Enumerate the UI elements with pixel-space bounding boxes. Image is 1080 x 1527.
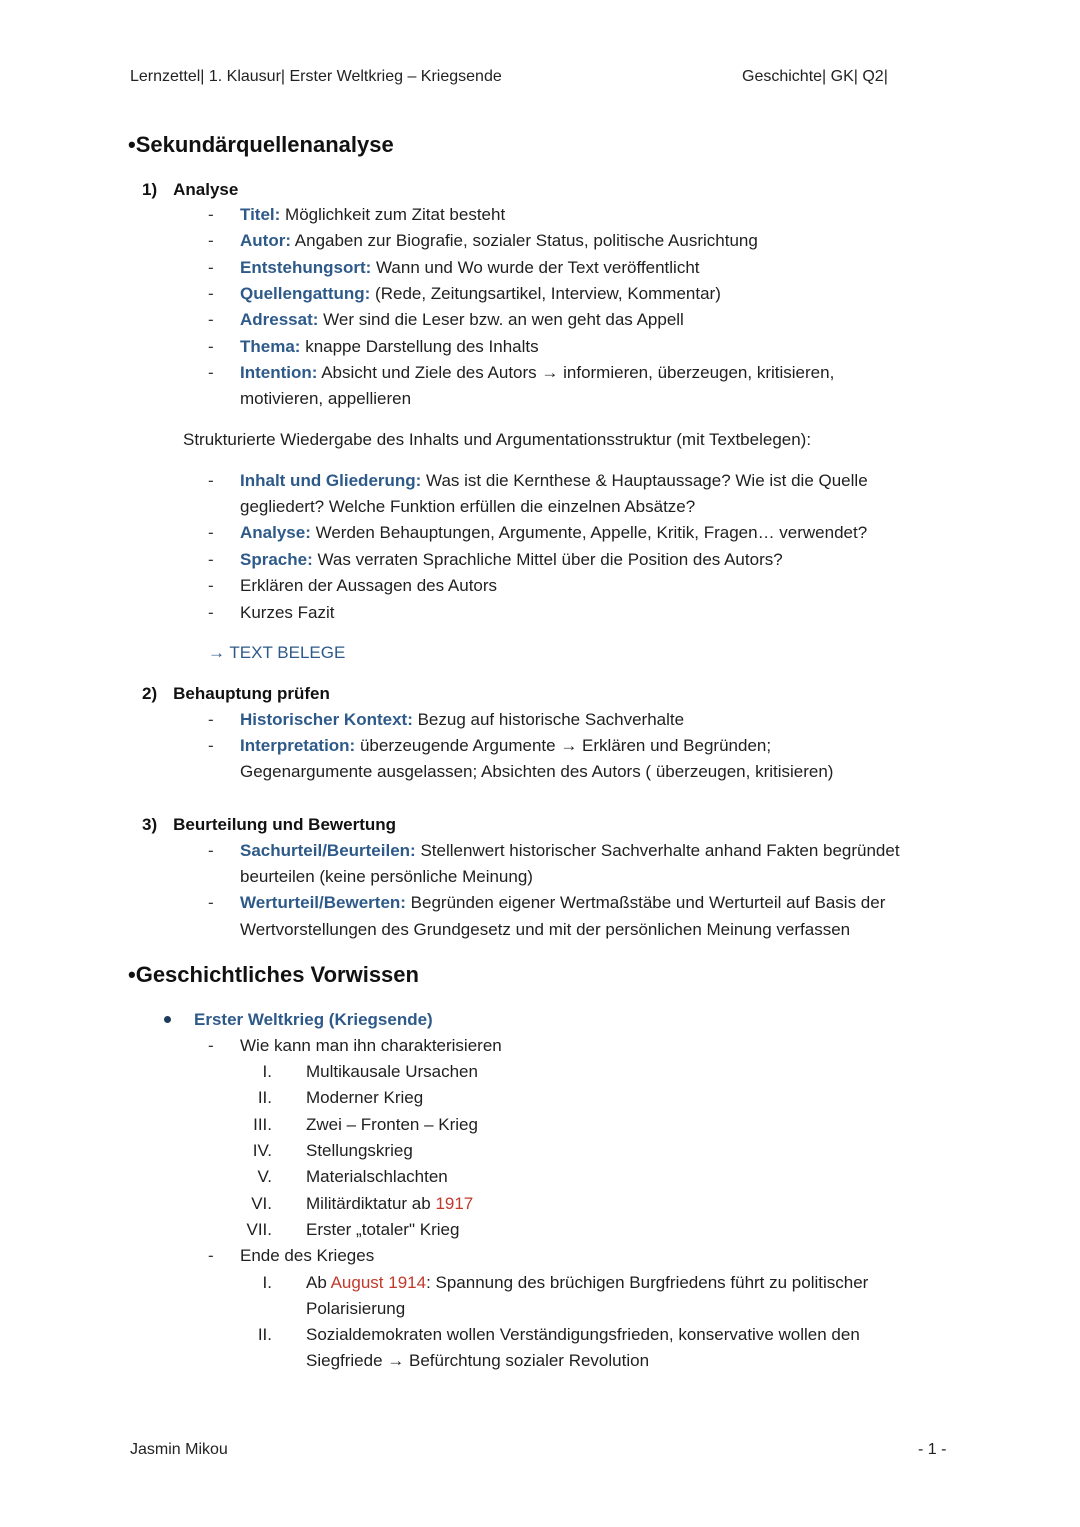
list-item-continuation: beurteilen (keine persönliche Meinung) [240, 867, 533, 886]
list-item: - [208, 841, 214, 860]
list-item-text: Ab August 1914: Spannung des brüchigen Burgfriedens führt zu politischer [306, 1273, 869, 1292]
list-item: - [208, 550, 214, 569]
list-item-text: Sprache: Was verraten Sprachliche Mittel über die Position des Autors? [240, 550, 783, 569]
list-item-text: Analyse: Werden Behauptungen, Argumente, Appelle, Kritik, Fragen… verwendet? [240, 523, 868, 542]
list-item-continuation: gegliedert? Welche Funktion erfüllen die einzelnen Absätze? [240, 497, 696, 516]
list-item-text: Sachurteil/Beurteilen: Stellenwert historischer Sachverhalte anhand Fakten begründet [240, 841, 900, 860]
list-item: - [208, 231, 214, 250]
list-item-text: Inhalt und Gliederung: Was ist die Kernthese & Hauptaussage? Wie ist die Quelle [240, 471, 868, 490]
subheading-text: Behauptung prüfen [173, 684, 330, 703]
list-item: - [208, 284, 214, 303]
list-item: - [208, 710, 214, 729]
list-item-text: Werturteil/Bewerten: Begründen eigener Wertmaßstäbe und Werturteil auf Basis der [240, 893, 886, 912]
bullet-dot-icon [164, 1016, 171, 1023]
list-item-text: Kurzes Fazit [240, 603, 335, 622]
section-title-sekundaerquellenanalyse [128, 132, 394, 158]
list-item-text: Historischer Kontext: Bezug auf historische Sachverhalte [240, 710, 685, 729]
list-item: - [208, 337, 214, 356]
list-item: - [208, 363, 214, 382]
roman-numeral: II. [257, 1325, 272, 1344]
list-item-continuation: Gegenargumente ausgelassen; Absichten des Autors ( überzeugen, kritisieren) [240, 762, 834, 781]
topic-heading: Erster Weltkrieg (Kriegsende) [194, 1010, 433, 1029]
list-item-text: Materialschlachten [306, 1167, 448, 1186]
structured-intro: Strukturierte Wiedergabe des Inhalts und Argumentationsstruktur (mit Textbelegen): [183, 430, 812, 449]
list-item-continuation: Polarisierung [306, 1299, 406, 1318]
footer-author: Jasmin Mikou [130, 1441, 228, 1458]
list-item: - [208, 736, 214, 755]
header-left: Lernzettel| 1. Klausur| Erster Weltkrieg – Kriegsende [130, 68, 502, 85]
subheading-number: 2) [142, 684, 158, 703]
characterize-title: Wie kann man ihn charakterisieren [240, 1036, 502, 1055]
section-title-text: Sekundärquellenanalyse [135, 132, 394, 157]
list-item-text: Thema: knappe Darstellung des Inhalts [240, 337, 539, 356]
list-item-text: Erklären der Aussagen des Autors [240, 576, 498, 595]
subheading-behauptung [142, 684, 330, 704]
header-right: Geschichte| GK| Q2| [742, 68, 888, 85]
list-item: - [208, 523, 214, 542]
list-item-text: Intention: Absicht und Ziele des Autors → informieren, überzeugen, kritisieren, [240, 363, 835, 382]
list-item-text: Entstehungsort: Wann und Wo wurde der Text veröffentlicht [240, 258, 700, 277]
list-item-text: Quellengattung: (Rede, Zeitungsartikel, Interview, Kommentar) [240, 284, 721, 303]
list-item-text: Autor: Angaben zur Biografie, sozialer Status, politische Ausrichtung [240, 231, 758, 250]
roman-numeral: VI. [251, 1194, 272, 1213]
list-item-text: Moderner Krieg [306, 1088, 424, 1107]
footer-page-number: - 1 - [918, 1441, 947, 1458]
roman-numeral: III. [253, 1115, 272, 1134]
roman-numeral: V. [257, 1167, 272, 1186]
list-item-text: Interpretation: überzeugende Argumente → Erklären und Begründen; [240, 736, 772, 755]
text-belege-note: → TEXT BELEGE [208, 643, 346, 662]
section-title-vorwissen [128, 962, 419, 988]
subheading-number: 1) [142, 180, 158, 199]
list-item: - [208, 893, 214, 912]
subheading-number: 3) [142, 815, 158, 834]
list-item: - [208, 205, 214, 224]
list-item: - [208, 310, 214, 329]
list-item-text: Zwei – Fronten – Krieg [306, 1115, 478, 1134]
list-item-continuation: Wertvorstellungen des Grundgesetz und mit der persönlichen Meinung verfassen [240, 920, 851, 939]
list-item: - [208, 258, 214, 277]
roman-numeral: I. [262, 1062, 272, 1081]
roman-numeral: I. [262, 1273, 272, 1292]
list-item-text: Adressat: Wer sind die Leser bzw. an wen geht das Appell [240, 310, 684, 329]
list-item: - [208, 1246, 214, 1265]
roman-numeral: VII. [246, 1220, 272, 1239]
section-bullet: • [128, 132, 136, 157]
subheading-text: Beurteilung und Bewertung [173, 815, 397, 834]
roman-numeral: IV. [252, 1141, 272, 1160]
section-bullet: • [128, 962, 136, 987]
list-item: - [208, 576, 214, 595]
end-title: Ende des Krieges [240, 1246, 375, 1265]
list-item-text: Militärdiktatur ab 1917 [306, 1194, 474, 1213]
subheading-beurteilung [142, 815, 396, 835]
section-title-text: Geschichtliches Vorwissen [135, 962, 419, 987]
list-item-text: Titel: Möglichkeit zum Zitat besteht [240, 205, 506, 224]
list-item-continuation: motivieren, appellieren [240, 389, 412, 408]
list-item-text: Erster „totaler" Krieg [306, 1220, 460, 1239]
list-item: - [208, 471, 214, 490]
subheading-text: Analyse [173, 180, 239, 199]
list-item-text: Sozialdemokraten wollen Verständigungsfrieden, konservative wollen den [306, 1325, 860, 1344]
list-item-text: Multikausale Ursachen [306, 1062, 478, 1081]
list-item-text: Stellungskrieg [306, 1141, 413, 1160]
list-item: - [208, 1036, 214, 1055]
list-item-continuation: Siegfriede → Befürchtung sozialer Revolution [306, 1351, 650, 1370]
roman-numeral: II. [257, 1088, 272, 1107]
subheading-analyse [142, 180, 238, 200]
list-item: - [208, 603, 214, 622]
